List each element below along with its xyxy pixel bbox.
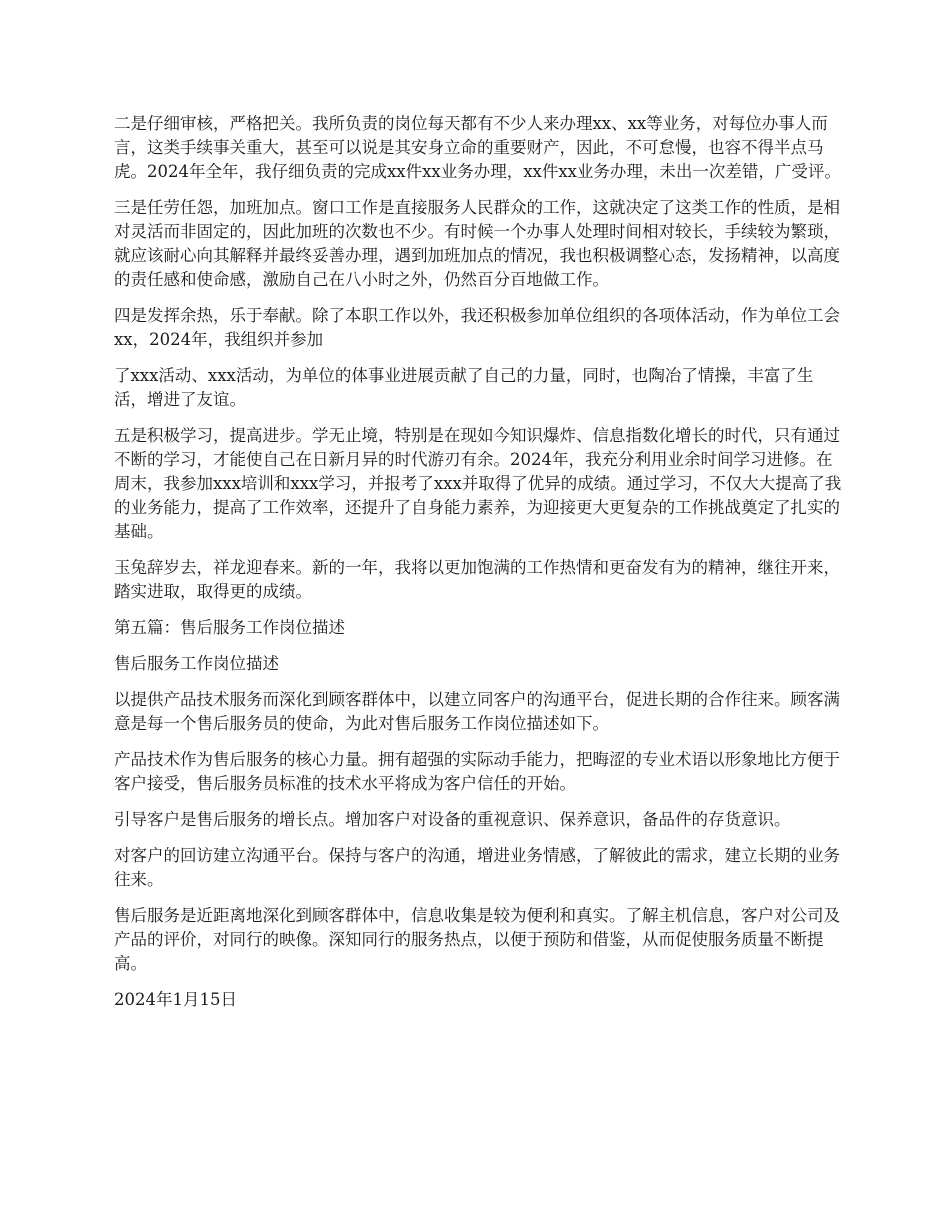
paragraph-intro: 以提供产品技术服务而深化到顾客群体中，以建立同客户的沟通平台，促进长期的合作往来。顾客满意是每一个售后服务员的使命，为此对售后服务工作岗位描述如下。	[114, 690, 840, 733]
paragraph-guidance: 引导客户是售后服务的增长点。增加客户对设备的重视意识、保养意识，备品件的存货意识。	[114, 810, 791, 829]
paragraph-learning: 五是积极学习，提高进步。学无止境，特别是在现如今知识爆炸、信息指数化增长的时代，只有通过不断的学习，才能使自己在日新月异的时代游刃有余。2024年，我充分利用业余时间学习进修。在周末，我参加xxx培训和xxx学习，并报考了xxx并取得了优异的成绩。通过学习，不仅大大提高了我的业务能力，提高了工作效率，还提升了自身能力素养，为迎接更大更复杂的工作挑战奠定了扎实的基础。	[114, 426, 842, 541]
paragraph-review: 二是仔细审核，严格把关。我所负责的岗位每天都有不少人来办理xx、xx等业务，对每位办事人而言，这类手续事关重大，甚至可以说是其安身立命的重要财产，因此，不可怠慢，也容不得半点马虎。2024年全年，我仔细负责的完成xx件xx业务办理，xx件xx业务办理，未出一次差错，广受评。	[114, 114, 841, 181]
paragraph-dedication: 四是发挥余热，乐于奉献。除了本职工作以外，我还积极参加单位组织的各项体活动，作为单位工会xx，2024年，我组织并参加	[114, 306, 840, 349]
paragraph-information: 售后服务是近距离地深化到顾客群体中，信息收集是较为便利和真实。了解主机信息，客户对公司及产品的评价，对同行的映像。深知同行的服务热点，以便于预防和借鉴，从而促使服务质量不断提高。	[114, 906, 840, 973]
paragraph-new-year: 玉兔辞岁去，祥龙迎春来。新的一年，我将以更加饱满的工作热情和更奋发有为的精神，继往开来，踏实进取，取得更的成绩。	[114, 558, 840, 601]
paragraph-follow-up: 对客户的回访建立沟通平台。保持与客户的沟通，增进业务情感，了解彼此的需求，建立长期的业务往来。	[114, 846, 840, 889]
paragraph-technology: 产品技术作为售后服务的核心力量。拥有超强的实际动手能力，把晦涩的专业术语以形象地比方便于客户接受，售后服务员标准的技术水平将成为客户信任的开始。	[114, 750, 840, 793]
document-body	[114, 112, 844, 1024]
section-subheading: 售后服务工作岗位描述	[114, 654, 279, 673]
document-date: 2024年1月15日	[114, 990, 237, 1009]
paragraph-dedication-continued: 了xxx活动、xxx活动，为单位的体事业进展贡献了自己的力量，同时，也陶冶了情操，丰富了生活，增进了友谊。	[114, 366, 814, 409]
paragraph-overtime: 三是任劳任怨，加班加点。窗口工作是直接服务人民群众的工作，这就决定了这类工作的性质，是相对灵活而非固定的，因此加班的次数也不少。有时候一个办事人处理时间相对较长，手续较为繁琐，就应该耐心向其解释并最终妥善办理，遇到加班加点的情况，我也积极调整心态，发扬精神，以高度的责任感和使命感，激励自己在八小时之外，仍然百分百地做工作。	[114, 198, 840, 289]
section-heading: 第五篇：售后服务工作岗位描述	[114, 618, 345, 637]
